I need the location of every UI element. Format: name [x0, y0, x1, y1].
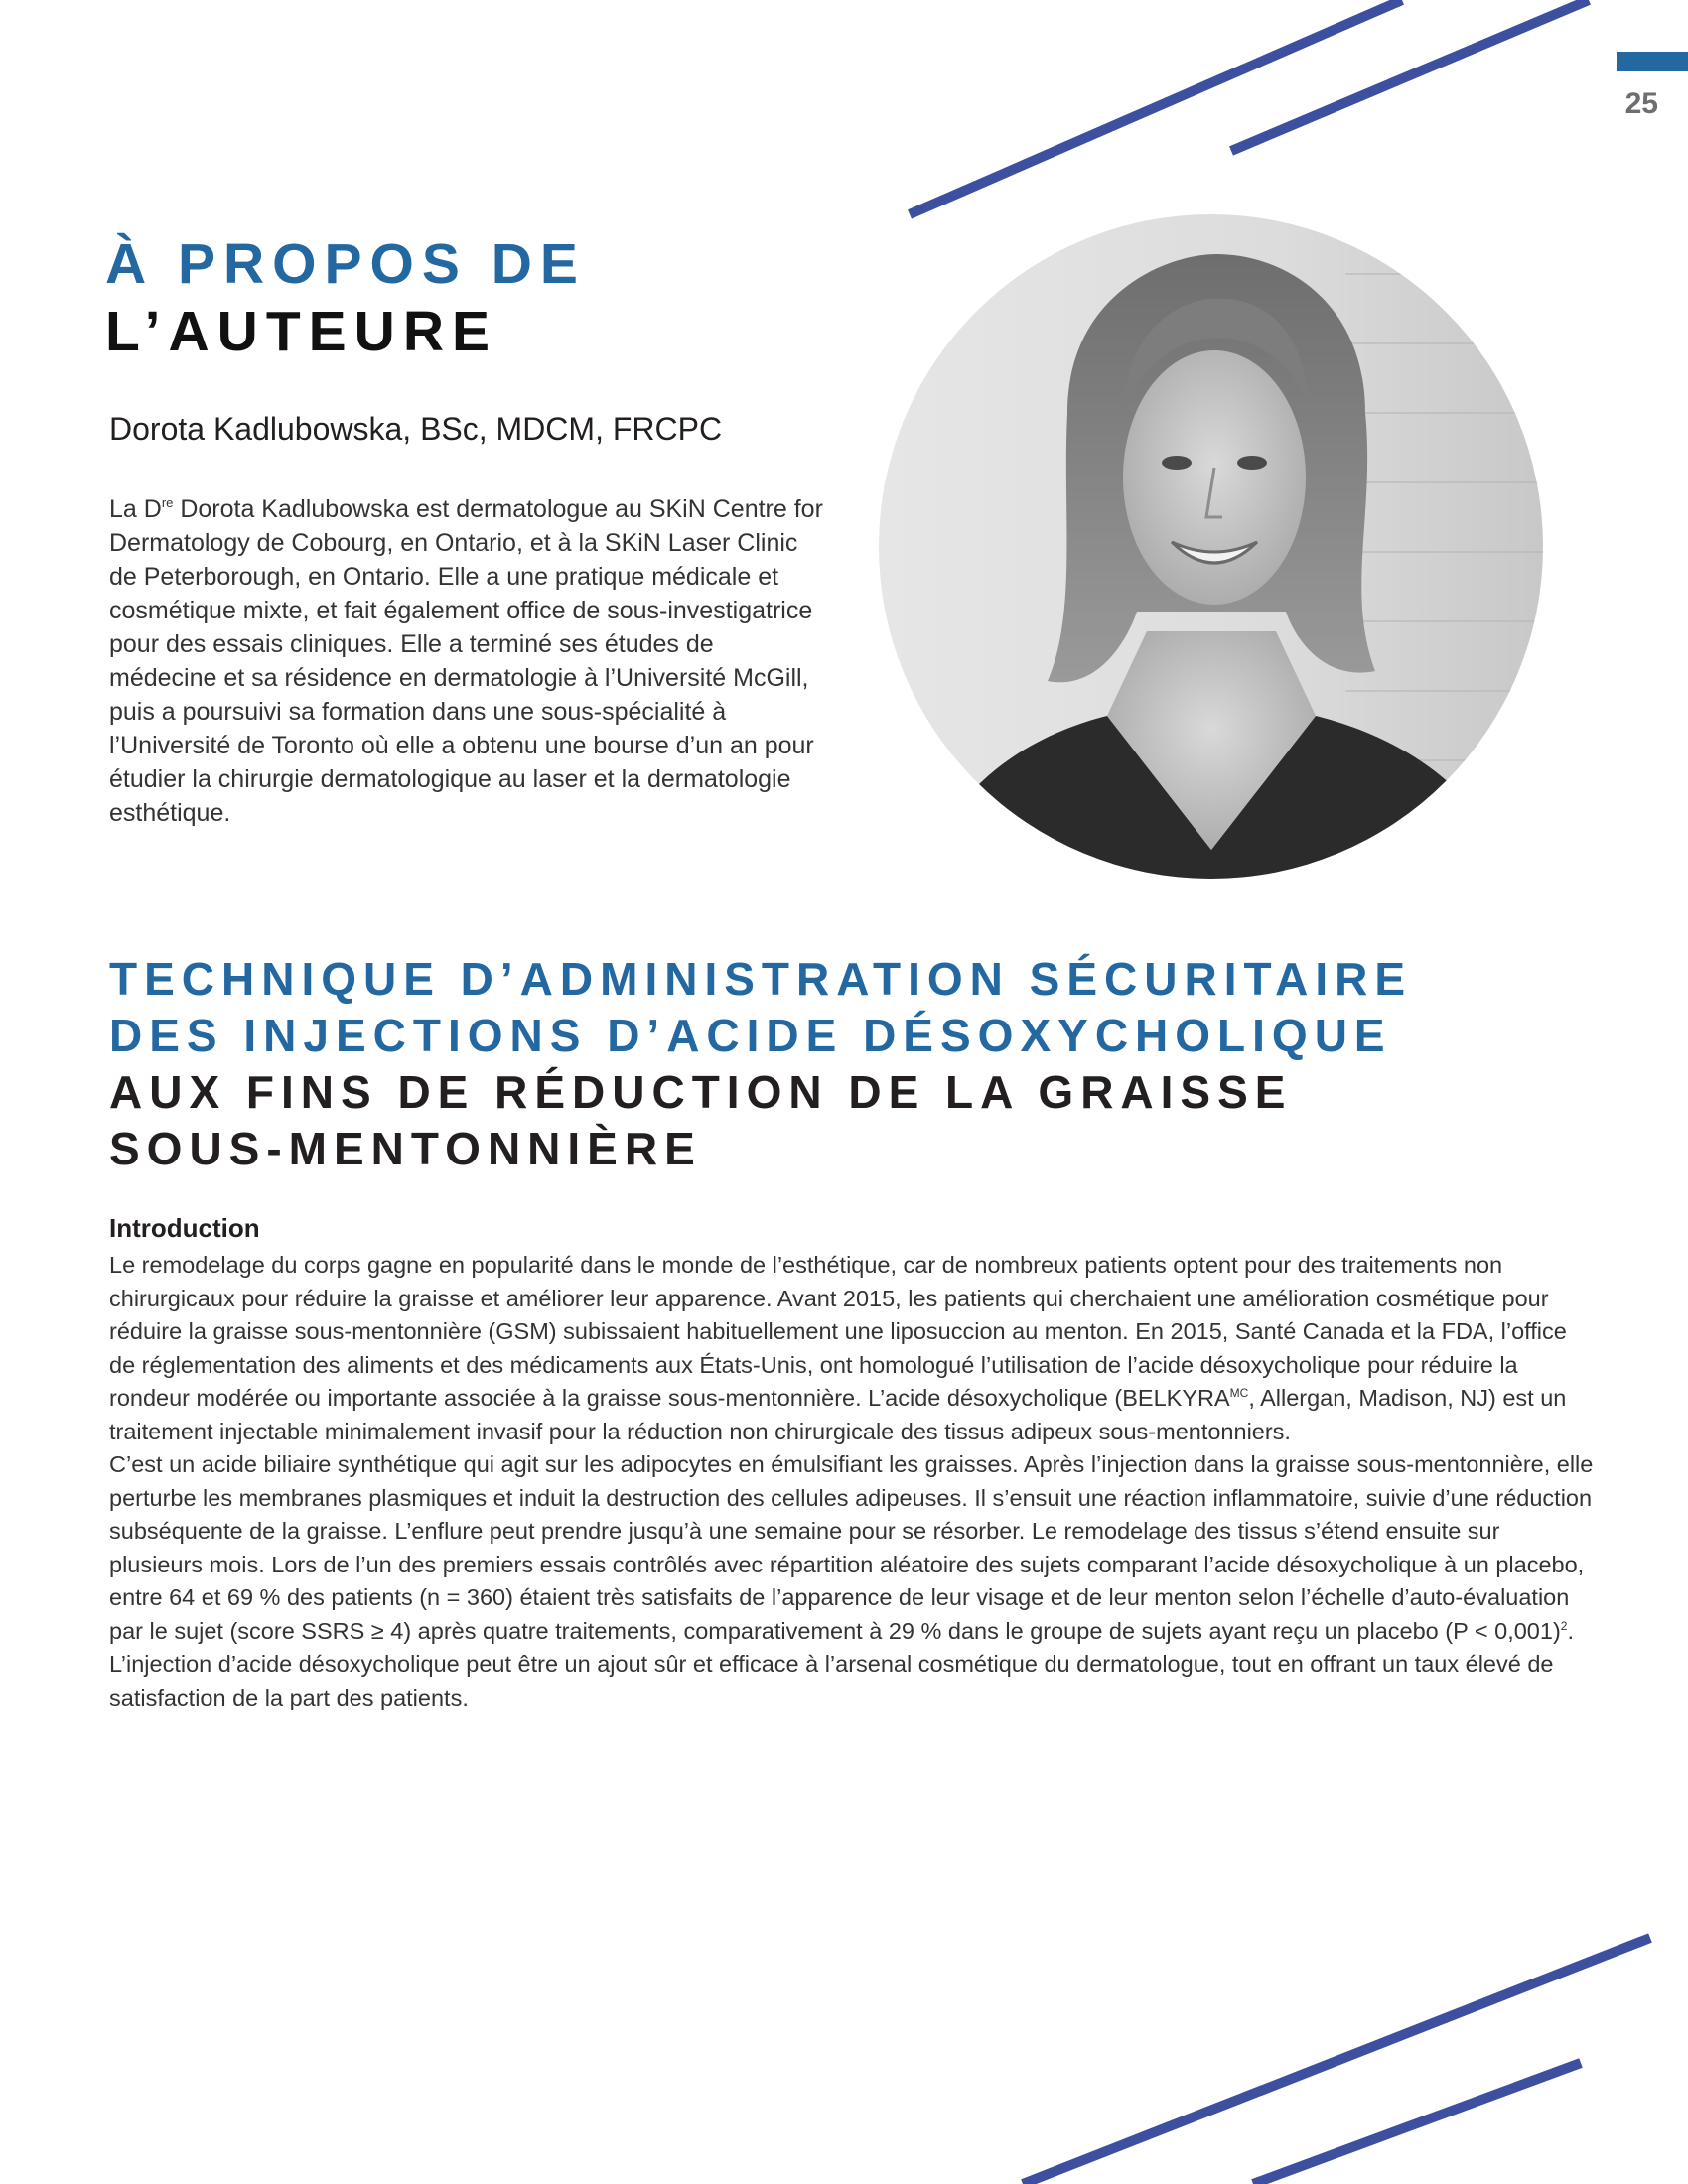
bio-text: Dorota Kadlubowska est dermatologue au SKiN Centre for Dermatology de Cobourg, en Ontario, et à la SKiN Laser Clinic de Peterborough, en Ontario. Elle a une pratique médicale et cosmétique mixte, et fait également office de sous-investigatrice pour des essais cliniques. Elle a terminé ses études de médecine et sa résidence en dermatologie à l’Université McGill, puis a poursuivi sa formation dans une sous-spécialité à l’Université de Toronto où elle a obtenu une bourse d’un an pour étudier la chirurgie dermatologique au laser et la dermatologie esthétique. — [109, 495, 823, 827]
about-author-heading — [105, 230, 586, 365]
article-title-line2: DES INJECTIONS D’ACIDE DÉSOXYCHOLIQUE — [109, 1010, 1392, 1061]
article-title-line3: AUX FINS DE RÉDUCTION DE LA GRAISSE — [109, 1066, 1293, 1118]
page-number-tab — [1617, 52, 1688, 71]
introduction-heading: Introduction — [109, 1213, 260, 1243]
bio-title-sup: re — [161, 495, 174, 510]
p2-text-b: . L’injection d’acide désoxycholique peut être un ajout sûr et efficace à l’arsenal cosmétique du dermatologue, tout en offrant un taux élevé de satisfaction de la part des patients. — [109, 1617, 1574, 1710]
reference-sup: 2 — [1560, 1618, 1568, 1633]
introduction-paragraph-1 — [109, 1249, 1599, 1448]
introduction-paragraph-2 — [109, 1448, 1599, 1714]
article-title-line4: SOUS-MENTONNIÈRE — [109, 1123, 702, 1174]
bio-prefix: La D — [109, 495, 162, 523]
trademark-sup: MC — [1229, 1386, 1249, 1400]
about-heading-line1: À PROPOS DE — [105, 232, 586, 296]
introduction-body — [109, 1249, 1599, 1714]
bottom-stripe-2 — [1253, 2063, 1581, 2184]
p1-text-a: Le remodelage du corps gagne en popularité dans le monde de l’esthétique, car de nombreux patients optent pour des traitements non chirurgicaux pour réduire la graisse et améliorer leur apparence. Avant 2015, les patients qui cherchaient une amélioration cosmétique pour réduire la graisse sous-mentonnière (GSM) subissaient habituellement une liposuccion au menton. En 2015, Santé Canada et la FDA, l’office de réglementation des aliments et des médicaments aux États-Unis, ont homologué l’utilisation de l’acide désoxycholique pour réduire la rondeur modérée ou importante associée à la graisse sous-mentonnière. L’acide désoxycholique (BELKYRA — [109, 1252, 1567, 1411]
page-number: 25 — [1624, 87, 1658, 120]
article-title-line1: TECHNIQUE D’ADMINISTRATION SÉCURITAIRE — [109, 953, 1413, 1005]
about-heading-line2: L’AUTEURE — [105, 300, 498, 363]
author-bio — [109, 492, 824, 830]
portrait-illustration — [879, 214, 1543, 879]
article-title — [109, 951, 1579, 1177]
author-name: Dorota Kadlubowska, BSc, MDCM, FRCPC — [109, 411, 723, 447]
author-portrait — [879, 214, 1543, 879]
bottom-stripe-1 — [1023, 1938, 1650, 2184]
top-stripe-2 — [1231, 0, 1589, 151]
p1-text-b: , Allergan, Madison, NJ) est un traitement injectable minimalement invasif pour la réduction non chirurgicale des tissus adipeux sous-mentonniers. — [109, 1385, 1567, 1444]
p2-text-a: C’est un acide biliaire synthétique qui agit sur les adipocytes en émulsifiant les graisses. Après l’injection dans la graisse sous-mentonnière, elle perturbe les membranes plasmiques et induit la destruction des cellules adipeuses. Il s’ensuit une réaction inflammatoire, suivie d’une réduction subséquente de la graisse. L’enflure peut prendre jusqu’à une semaine pour se résorber. Le remodelage des tissus s’étend ensuite sur plusieurs mois. Lors de l’un des premiers essais contrôlés avec répartition aléatoire des sujets comparant l’acide désoxycholique à un placebo, entre 64 et 69 % des patients (n = 360) étaient très satisfaits de l’apparence de leur visage et de leur menton selon l’échelle d’auto-évaluation par le sujet (score SSRS ≥ 4) après quatre traitements, comparativement à 29 % dans le groupe de sujets ayant reçu un placebo (P < 0,001) — [109, 1451, 1594, 1644]
